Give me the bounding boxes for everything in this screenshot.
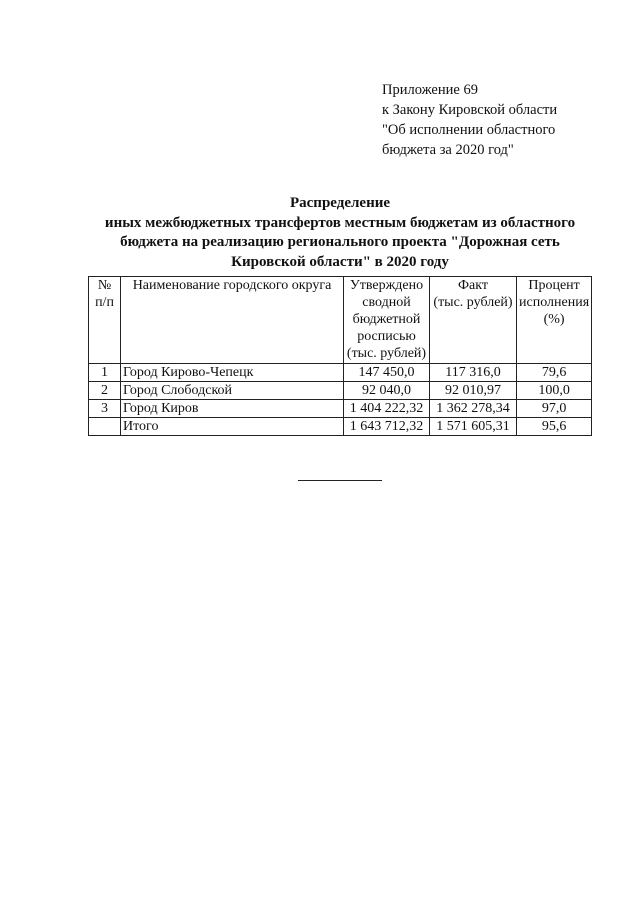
- title-line: бюджета на реализацию регионального проекта "Дорожная сеть: [120, 234, 560, 250]
- table-row: [89, 364, 592, 382]
- header-percent: Процент исполнения (%): [517, 277, 592, 364]
- end-separator-line: [298, 480, 382, 481]
- row-district-name: Город Кирово-Чепецк: [121, 364, 344, 382]
- table-header-row: [89, 277, 592, 364]
- row-number: [89, 418, 121, 436]
- annex-reference: [382, 80, 557, 160]
- table-total-row: [89, 418, 592, 436]
- title-line: Распределение: [289, 195, 391, 211]
- table-row: [89, 382, 592, 400]
- row-number: 3: [89, 400, 121, 418]
- header-number: № п/п: [89, 277, 121, 364]
- row-fact: 1 571 605,31: [430, 418, 517, 436]
- row-fact: 92 010,97: [430, 382, 517, 400]
- row-fact: 1 362 278,34: [430, 400, 517, 418]
- row-approved: 1 643 712,32: [344, 418, 430, 436]
- header-district-name: Наименование городского округа: [121, 277, 344, 364]
- row-approved: 1 404 222,32: [344, 400, 430, 418]
- header-approved: Утверждено сводной бюджетной росписью (тыс. рублей): [344, 277, 430, 364]
- table-row: [89, 400, 592, 418]
- header-fact: Факт (тыс. рублей): [430, 277, 517, 364]
- title-line: Кировской области" в 2020 году: [231, 253, 449, 270]
- row-number: 2: [89, 382, 121, 400]
- row-district-name: Город Киров: [121, 400, 344, 418]
- row-percent: 79,6: [517, 364, 592, 382]
- row-number: 1: [89, 364, 121, 382]
- annex-line: бюджета за 2020 год": [382, 142, 514, 158]
- annex-line: к Закону Кировской области: [382, 102, 558, 118]
- row-approved: 147 450,0: [344, 364, 430, 382]
- row-district-name: Город Слободской: [121, 382, 344, 400]
- row-percent: 100,0: [517, 382, 592, 400]
- row-percent: 95,6: [517, 418, 592, 436]
- row-approved: 92 040,0: [344, 382, 430, 400]
- document-title: [60, 194, 620, 272]
- row-district-name: Итого: [121, 418, 344, 436]
- annex-line: "Об исполнении областного: [382, 122, 556, 138]
- row-percent: 97,0: [517, 400, 592, 418]
- title-line: иных межбюджетных трансфертов местным бюджетам из областного: [104, 214, 576, 231]
- row-fact: 117 316,0: [430, 364, 517, 382]
- annex-line: Приложение 69: [382, 82, 478, 98]
- distribution-table: [88, 276, 592, 436]
